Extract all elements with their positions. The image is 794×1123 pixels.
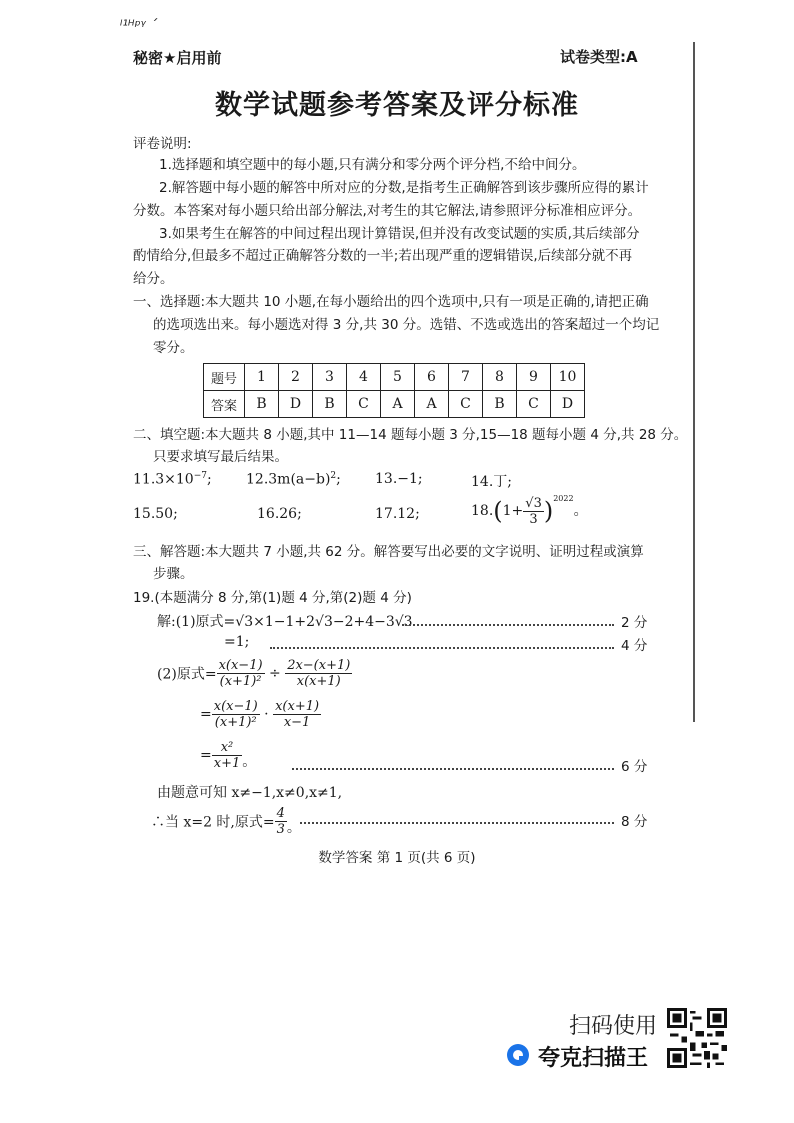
table-cell: 6 (415, 364, 449, 391)
answer-14: 14.丁; (471, 474, 512, 490)
secret-label: 秘密★启用前 (133, 49, 222, 67)
table-cell: B (483, 391, 517, 418)
section2-line2: 只要求填写最后结果。 (153, 449, 288, 465)
table-cell: A (415, 391, 449, 418)
scan-brand: 夸克扫描王 (538, 1046, 649, 1071)
q19-part2-line1: (2)原式= $\frac{x(x-1)}{\text{(x+1)²}}$ ÷ $\frac{2x-(x+1)}{x(x+1)}$ (157, 658, 351, 689)
score-6: 6 分 (621, 759, 648, 775)
score-4: 4 分 (621, 638, 648, 654)
note-item-3b: 酌情给分,但最多不超过正确解答分数的一半;若出现严重的逻辑错误,后续部分就不再 (133, 248, 633, 264)
answer-13: 13.−1; (375, 471, 423, 487)
table-cell: C (517, 391, 551, 418)
table-cell: 3 (313, 364, 347, 391)
handwritten-note: ˡ¹ᴴᵖᵞ ˊ (120, 18, 158, 34)
section3-line2: 步骤。 (153, 566, 194, 582)
dotted-leader (402, 624, 614, 626)
note-item-2a: 2.解答题中每小题的解答中所对应的分数,是指考生正确解答到该步骤所应得的累计 (159, 180, 649, 196)
answer-12: $12.3m(a-b)^2$; (246, 471, 341, 488)
note-item-3c: 给分。 (133, 271, 174, 287)
answer-15: 15.50; (133, 506, 178, 522)
note-item-3a: 3.如果考生在解答的中间过程出现计算错误,但并没有改变试题的实质,其后续部分 (159, 226, 640, 242)
answer-11: $11.3\times 10^{-7}$; (133, 471, 212, 488)
section1-line3: 零分。 (153, 340, 194, 356)
score-8: 8 分 (621, 814, 648, 830)
section2-line1: 二、填空题:本大题共 8 小题,其中 11—14 题每小题 3 分,15—18 题每小题 4 分,共 28 分。 (133, 427, 688, 443)
section3-line1: 三、解答题:本大题共 7 小题,共 62 分。解答要写出必要的文字说明、证明过程或演算 (133, 544, 644, 560)
table-cell: 5 (381, 364, 415, 391)
paper-type: 试卷类型:A (560, 48, 638, 66)
q19-part1-line2: =1; (224, 634, 250, 650)
page-footer: 数学答案 第 1 页(共 6 页) (318, 850, 476, 866)
table-row-answers (204, 391, 585, 418)
table-cell: 2 (279, 364, 313, 391)
margin-divider (693, 42, 695, 722)
dotted-leader (300, 822, 614, 824)
table-cell: B (313, 391, 347, 418)
table-cell: C (347, 391, 381, 418)
table-cell: D (279, 391, 313, 418)
table-cell: 1 (245, 364, 279, 391)
q19-condition: 由题意可知 x≠−1,x≠0,x≠1, (157, 785, 343, 801)
table-cell: 10 (551, 364, 585, 391)
section1-line2: 的选项选出来。每小题选对得 3 分,共 30 分。选错、不选或选出的答案超过一个均记 (153, 317, 660, 333)
table-cell: B (245, 391, 279, 418)
table-row-numbers (204, 364, 585, 391)
table-cell: C (449, 391, 483, 418)
scan-label: 扫码使用 (569, 1014, 658, 1039)
q19-part2-line2: = $\frac{x(x-1)}{\text{(x+1)²}}$ · $\frac{x(x+1)}{x-1}$ (200, 699, 320, 730)
dotted-leader (270, 647, 614, 649)
q19-header: 19.(本题满分 8 分,第(1)题 4 分,第(2)题 4 分) (133, 590, 412, 606)
notes-heading: 评卷说明: (133, 136, 192, 152)
q19-final: ∴当 x=2 时,原式= $\frac{4}{3}$ 。 (151, 806, 301, 837)
dotted-leader (292, 768, 614, 770)
page-title: 数学试题参考答案及评分标准 (215, 90, 579, 121)
table-header-cell: 答案 (204, 391, 245, 418)
q19-part1-line1: 解:(1)原式=√3×1−1+2√3−2+4−3√3 (157, 614, 413, 630)
section1-line1: 一、选择题:本大题共 10 小题,在每小题给出的四个选项中,只有一项是正确的,请把正确 (133, 294, 649, 310)
score-2: 2 分 (621, 615, 648, 631)
answer-16: 16.26; (257, 506, 302, 522)
table-cell: 7 (449, 364, 483, 391)
note-item-2b: 分数。本答案对每小题只给出部分解法,对考生的其它解法,请参照评分标准相应评分。 (133, 203, 642, 219)
quark-logo-icon (506, 1043, 530, 1067)
table-cell: 9 (517, 364, 551, 391)
qr-code-icon[interactable] (667, 1008, 727, 1068)
answer-18: 18.(1+ $\frac{√3}{3}$ )$^{2022}$。 (471, 494, 588, 527)
answer-table (203, 363, 585, 418)
table-cell: D (551, 391, 585, 418)
table-cell: 4 (347, 364, 381, 391)
table-header-cell: 题号 (204, 364, 245, 391)
note-item-1: 1.选择题和填空题中的每小题,只有满分和零分两个评分档,不给中间分。 (159, 157, 586, 173)
q19-part2-line3: = $\frac{\text{x²}}{x+1}$ 。 (200, 740, 257, 771)
table-cell: A (381, 391, 415, 418)
table-cell: 8 (483, 364, 517, 391)
answer-17: 17.12; (375, 506, 420, 522)
